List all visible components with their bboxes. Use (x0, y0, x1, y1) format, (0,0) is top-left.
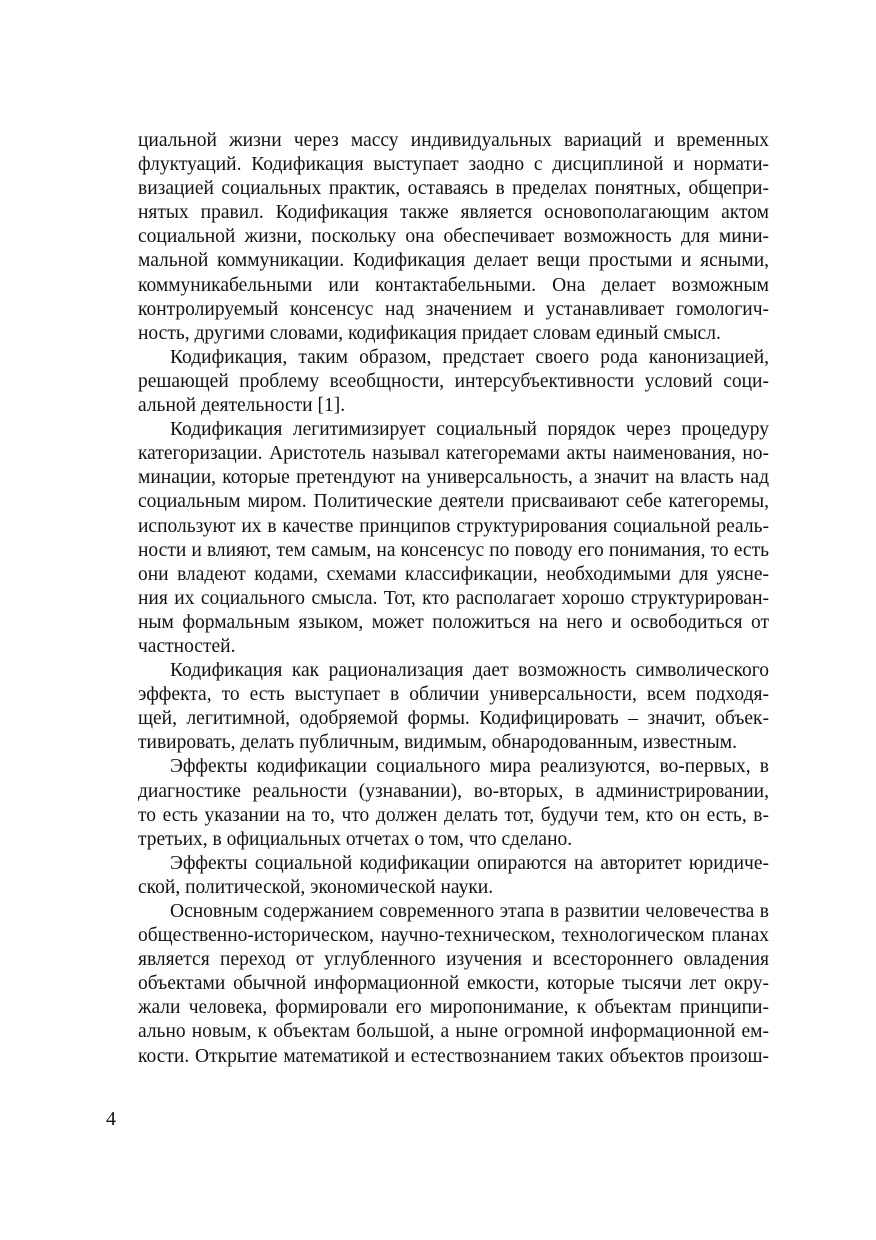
text-line: мальной коммуникации. Кодификация делает вещи простыми и ясными, (138, 250, 769, 272)
text-line: объектами обычной информационной емкости, которые тысячи лет окру- (138, 973, 769, 995)
text-line: ность, другими словами, кодификация придает словам единый смысл. (138, 322, 721, 344)
page-number: 4 (106, 1108, 116, 1130)
text-line: визацией социальных практик, оставаясь в пределах понятных, общепри- (138, 178, 769, 200)
paragraph (106, 900, 769, 1069)
text-line: тивировать, делать публичным, видимым, обнародованным, известным. (138, 732, 737, 754)
text-line: категоризации. Аристотель называл категоремами акты наименования, но- (138, 443, 769, 465)
text-line: диагностике реальности (узнавании), во-вторых, в администрировании, (138, 780, 769, 802)
text-line: флуктуаций. Кодификация выступает заодно с дисциплиной и нормати- (138, 154, 769, 176)
text-line: частностей. (138, 635, 236, 657)
text-line: общественно-историческом, научно-техническом, технологическом планах (138, 925, 769, 947)
text-line: решающей проблему всеобщности, интерсубъективности условий соци- (138, 370, 769, 392)
text-line: ности и влияют, тем самым, на консенсус по поводу его понимания, то есть (138, 539, 769, 561)
text-line: щей, легитимной, одобряемой формы. Кодифицировать – значит, объек- (138, 708, 769, 730)
text-line: Кодификация, таким образом, предстает своего рода канонизацией, (170, 346, 769, 368)
text-line: циальной жизни через массу индивидуальных вариаций и временных (138, 130, 769, 151)
paragraph (106, 346, 769, 418)
text-line: социальной жизни, поскольку она обеспечивает возможность для мини- (138, 226, 769, 248)
text-line: коммуникабельными или контактабельными. Она делает возможным (138, 274, 769, 296)
text-line: Эффекты социальной кодификации опираются на авторитет юридиче- (170, 852, 769, 874)
text-line: нятых правил. Кодификация также является основополагающим актом (138, 202, 769, 224)
text-line: ской, политической, экономической науки. (138, 876, 494, 898)
text-line: эффекта, то есть выступает в обличии универсальности, всем подходя- (138, 684, 769, 706)
paragraph (106, 418, 769, 659)
paragraph (106, 129, 769, 346)
text-line: они владеют кодами, схемами классификации, необходимыми для уясне- (138, 563, 769, 585)
text-line: ально новым, к объектам большой, а ныне огромной информационной ем- (138, 1021, 769, 1043)
paragraph (106, 755, 769, 851)
text-line: жали человека, формировали его миропонимание, к объектам принципи- (138, 997, 769, 1019)
text-line: то есть указании на то, что должен делать тот, будучи тем, кто он есть, в- (138, 804, 769, 826)
text-line: кости. Открытие математикой и естествознанием таких объектов произош- (138, 1045, 769, 1067)
paragraph (106, 852, 769, 900)
text-line: ния их социального смысла. Тот, кто располагает хорошо структурирован- (138, 587, 769, 609)
text-line: Эффекты кодификации социального мира реализуются, во-первых, в (170, 756, 769, 778)
text-line: альной деятельности [1]. (138, 395, 346, 417)
text-line: ным формальным языком, может положиться на него и освободиться от (138, 611, 769, 633)
text-line: является переход от углубленного изучения и всестороннего овладения (138, 949, 769, 971)
text-line: минации, которые претендуют на универсальность, а значит на власть над (138, 467, 769, 489)
text-line: Кодификация легитимизирует социальный порядок через процедуру (170, 419, 769, 441)
text-line: социальным миром. Политические деятели присваивают себе категоремы, (138, 491, 769, 513)
text-line: третьих, в официальных отчетах о том, что сделано. (138, 828, 573, 850)
text-line: Основным содержанием современного этапа в развитии человечества в (170, 901, 769, 922)
paragraph (106, 659, 769, 755)
text-line: контролируемый консенсус над значением и устанавливает гомологич- (138, 298, 769, 320)
page-body (106, 129, 769, 1069)
text-line: используют их в качестве принципов структурирования социальной реаль- (138, 515, 769, 537)
text-line: Кодификация как рационализация дает возможность символического (170, 660, 769, 682)
